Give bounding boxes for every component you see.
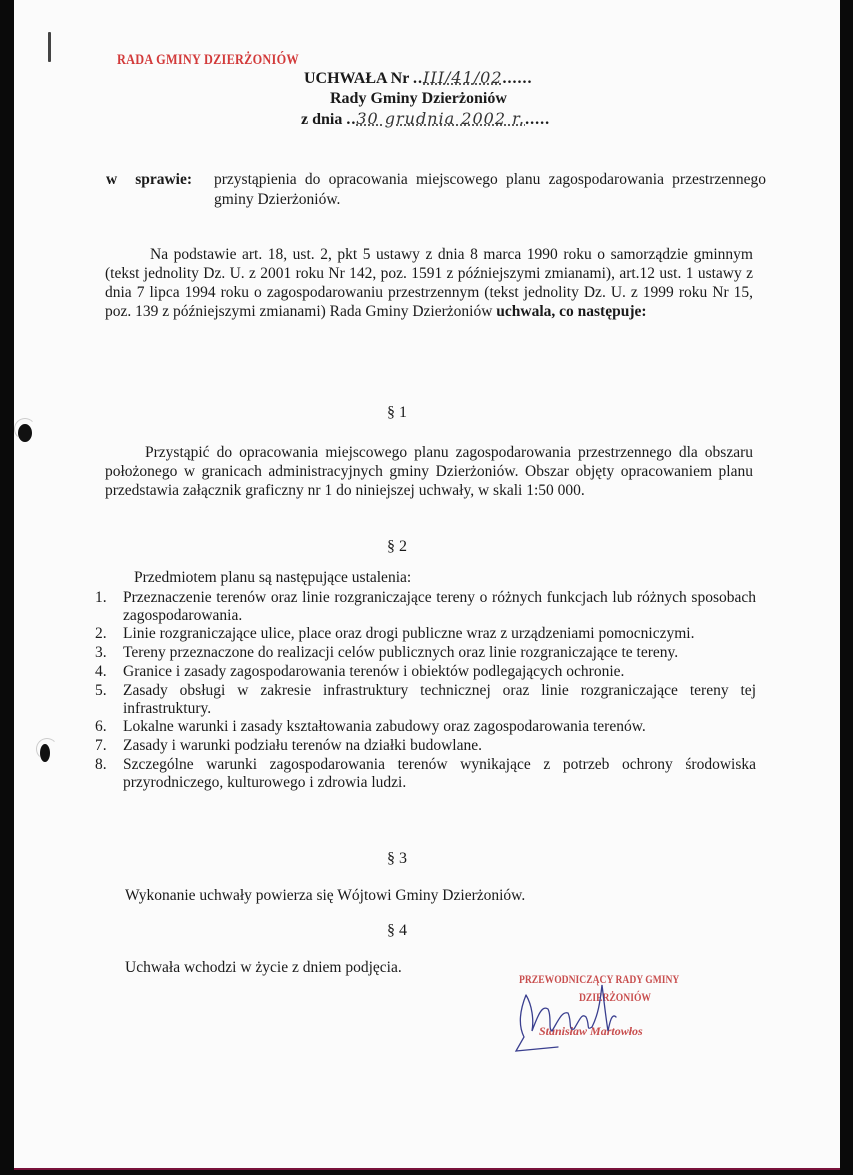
section-3-text: Wykonanie uchwały powierza się Wójtowi Gminy Dzierżoniów. bbox=[125, 887, 526, 904]
date-label: z dnia bbox=[301, 111, 343, 128]
preamble-text: Na podstawie art. 18, ust. 2, pkt 5 ustawy z dnia 8 marca 1990 roku o samorządzie gminnym (tekst jednolity Dz. U. z 2001 roku Nr 142, poz. 1591 z późniejszymi zmianami), art.12 ust. 1 ustawy z dnia 7 lipca 1994 roku o zagospodarowaniu przestrzennym (tekst jednolity Dz. U. z 1999 roku Nr 15, poz. 139 z późniejszymi zmianami) Rada Gminy Dzierżoniów bbox=[105, 246, 753, 320]
punch-hole-top bbox=[18, 424, 32, 442]
handwritten-signature bbox=[512, 965, 632, 1055]
list-item-number: 1. bbox=[95, 588, 107, 606]
list-item-number: 6. bbox=[95, 718, 107, 736]
subject-block bbox=[106, 170, 766, 210]
list-item bbox=[92, 625, 756, 643]
list-item-text: Linie rozgraniczające ulice, place oraz drogi publiczne wraz z urządzeniami pomocniczymi. bbox=[123, 625, 695, 643]
section-1-text: Przystąpić do opracowania miejscowego planu zagospodarowania przestrzennego dla obszaru położonego w granicach administracyjnych gminy Dzierżoniów. Obszar objęty opracowaniem planu przedstawia załącznik graficzny nr 1 do niniejszej uchwały, w skali 1:50 000. bbox=[105, 444, 753, 499]
section-2-list bbox=[92, 569, 756, 793]
preamble-paragraph bbox=[105, 245, 753, 321]
list-item bbox=[92, 589, 756, 625]
list-item bbox=[92, 756, 756, 792]
list-item-number: 2. bbox=[95, 625, 107, 643]
preamble-bold-tail: uchwala, co następuje: bbox=[496, 303, 647, 320]
subject-label-text: sprawie: bbox=[135, 171, 193, 188]
resolution-number-line: UCHWAŁA Nr ..III/41/02...... bbox=[304, 68, 533, 87]
stamp-name: Stanisław Martowłos bbox=[539, 1024, 643, 1038]
list-item bbox=[92, 682, 756, 718]
stamp-line-1: PRZEWODNICZĄCY RADY GMINY bbox=[519, 972, 680, 986]
bleed-through-text bbox=[104, 226, 108, 242]
resolution-title-block bbox=[301, 68, 551, 130]
list-item bbox=[92, 737, 756, 755]
list-item bbox=[92, 644, 756, 662]
list-item-number: 7. bbox=[95, 737, 107, 755]
page-edge bbox=[14, 1168, 840, 1170]
section-3-symbol: § 3 bbox=[387, 850, 407, 867]
subject-label bbox=[106, 170, 214, 210]
list-item-number: 3. bbox=[95, 644, 107, 662]
list-item-number: 5. bbox=[95, 681, 107, 699]
subject-text: przystąpienia do opracowania miejscowego planu zagospodarowania przestrzennego gminy Dzierżoniów. bbox=[214, 171, 766, 208]
resolution-number: III/41/02 bbox=[423, 68, 503, 87]
resolution-date: 30 grudnia 2002 r. bbox=[356, 109, 526, 128]
list-item-text: Przeznaczenie terenów oraz linie rozgraniczające tereny o różnych funkcjach lub różnych sposobach zagospodarowania. bbox=[123, 588, 756, 624]
signature-stroke bbox=[516, 985, 616, 1051]
stamp-line-2: DZIERŻONIÓW bbox=[579, 990, 652, 1004]
list-item-text: Zasady i warunki podziału terenów na działki budowlane. bbox=[123, 737, 482, 755]
list-item-text: Szczególne warunki zagospodarowania terenów wynikające z potrzeb ochrony środowiska przyrodniczego, kulturowego i zdrowia ludzi. bbox=[123, 755, 756, 791]
staple-mark bbox=[48, 32, 51, 62]
section-2-intro: Przedmiotem planu są następujące ustalenia: bbox=[134, 569, 412, 586]
resolution-label: UCHWAŁA Nr bbox=[304, 70, 410, 87]
list-item bbox=[92, 718, 756, 736]
section-2-symbol: § 2 bbox=[387, 538, 407, 555]
document-page bbox=[14, 0, 840, 1168]
issuer-line: Rady Gminy Dzierżoniów bbox=[330, 90, 507, 107]
list-item-text: Zasady obsługi w zakresie infrastruktury technicznej oraz linie rozgraniczające tereny tej infrastruktury. bbox=[123, 681, 756, 717]
section-1-symbol: § 1 bbox=[387, 404, 407, 421]
subject-prefix: w bbox=[106, 171, 118, 188]
punch-hole-bottom bbox=[40, 744, 50, 762]
section-4-symbol: § 4 bbox=[387, 922, 407, 939]
list-item-text: Tereny przeznaczone do realizacji celów publicznych oraz linie rozgraniczające te tereny. bbox=[123, 644, 679, 662]
list-item-number: 4. bbox=[95, 662, 107, 680]
institution-stamp: RADA GMINY DZIERŻONIÓW bbox=[117, 52, 299, 68]
section-4-text: Uchwała wchodzi w życie z dniem podjęcia. bbox=[125, 959, 402, 976]
date-line: z dnia ..30 grudnia 2002 r...... bbox=[301, 109, 551, 128]
list-item-text: Lokalne warunki i zasady kształtowania zabudowy oraz zagospodarowania terenów. bbox=[123, 718, 646, 736]
list-item-text: Granice i zasady zagospodarowania terenów i obiektów podlegających ochronie. bbox=[123, 662, 625, 680]
list-item-number: 8. bbox=[95, 755, 107, 773]
list-item bbox=[92, 663, 756, 681]
